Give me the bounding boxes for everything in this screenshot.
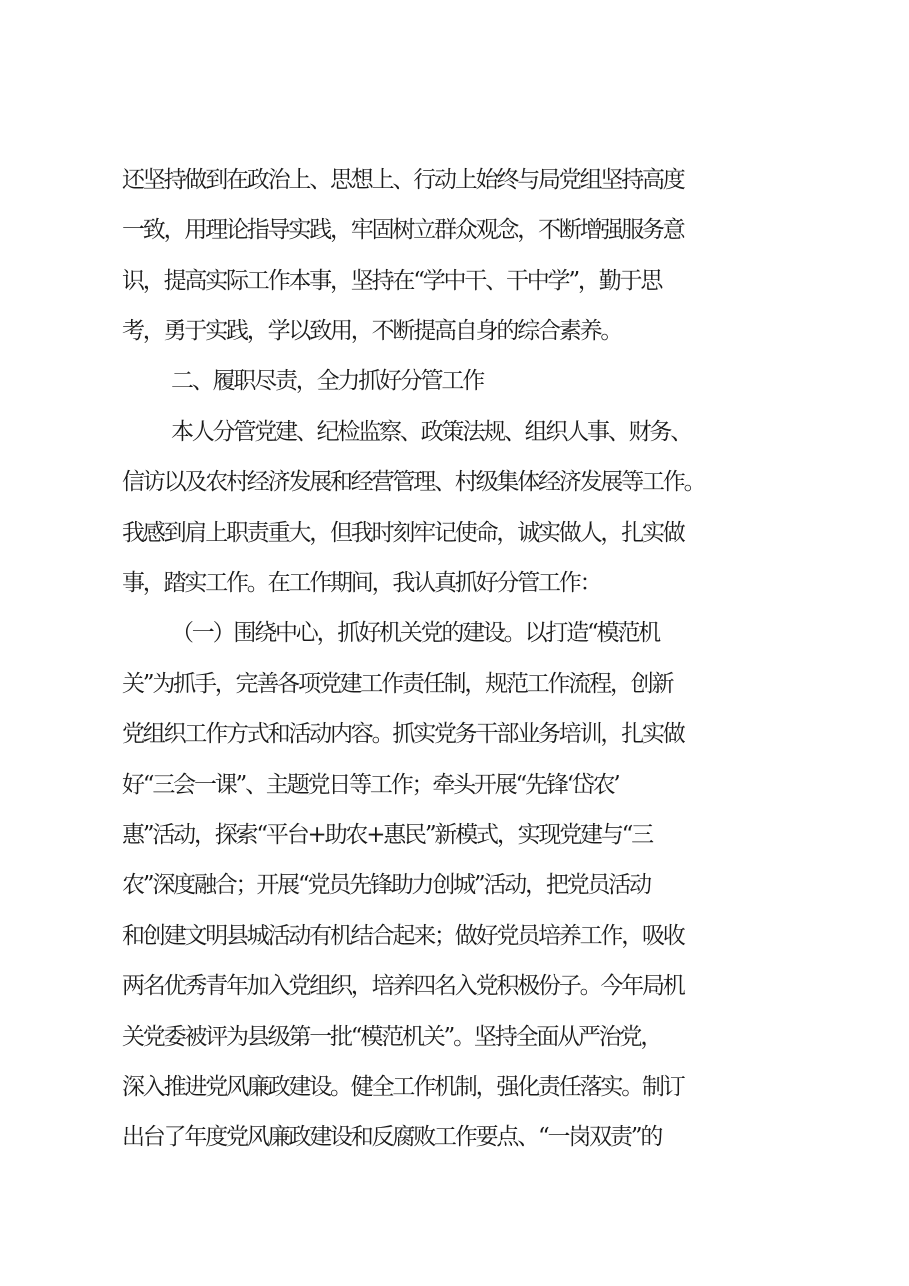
text-line: 事，踏实工作。在工作期间，我认真抓好分管工作： [122, 570, 601, 596]
text-line: 关”为抓手，完善各项党建工作责任制，规范工作流程，创新 [122, 671, 673, 697]
text-line: 一致，用理论指导实践，牢固树立群众观念，不断增强服务意 [122, 217, 684, 243]
text-line: 农”深度融合；开展“党员先锋助力创城”活动，把党员活动 [122, 872, 650, 898]
text-line: 关党委被评为县级第一批“模范机关”。坚持全面从严治党， [122, 1024, 662, 1050]
text-line: 两名优秀青年加入党组织，培养四名入党积极份子。今年局机 [122, 973, 684, 999]
text-line: 识，提高实际工作本事，坚持在“学中干、干中学”，勤于思 [122, 268, 662, 294]
text-line: 考，勇于实践，学以致用，不断提高自身的综合素养。 [122, 318, 622, 344]
section-heading: 二、履职尽责，全力抓好分管工作 [171, 368, 484, 394]
text-line: 本人分管党建、纪检监察、政策法规、组织人事、财务、 [171, 419, 692, 445]
subsection-heading: （一）围绕中心，抓好机关党的建设。以打造“模范机 [171, 620, 659, 646]
text-line: 出台了年度党风廉政建设和反腐败工作要点、“一岗双责”的 [122, 1124, 662, 1150]
text-line: 还坚持做到在政治上、思想上、行动上始终与局党组坚持高度 [122, 167, 684, 193]
text-line: 好“三会一课”、主题党日等工作；牵头开展“先锋‘岱农’ [122, 772, 619, 798]
text-line: 惠”活动，探索“平台+助农+惠民”新模式，实现党建与“三 [122, 822, 652, 848]
text-line: 和创建文明县城活动有机结合起来；做好党员培养工作，吸收 [122, 923, 684, 949]
text-line: 信访以及农村经济发展和经营管理、村级集体经济发展等工作。 [122, 469, 705, 495]
text-line: 党组织工作方式和活动内容。抓实党务干部业务培训，扎实做 [122, 721, 684, 747]
text-line: 我感到肩上职责重大，但我时刻牢记使命，诚实做人，扎实做 [122, 520, 684, 546]
text-line: 深入推进党风廉政建设。健全工作机制，强化责任落实。制订 [122, 1074, 684, 1100]
